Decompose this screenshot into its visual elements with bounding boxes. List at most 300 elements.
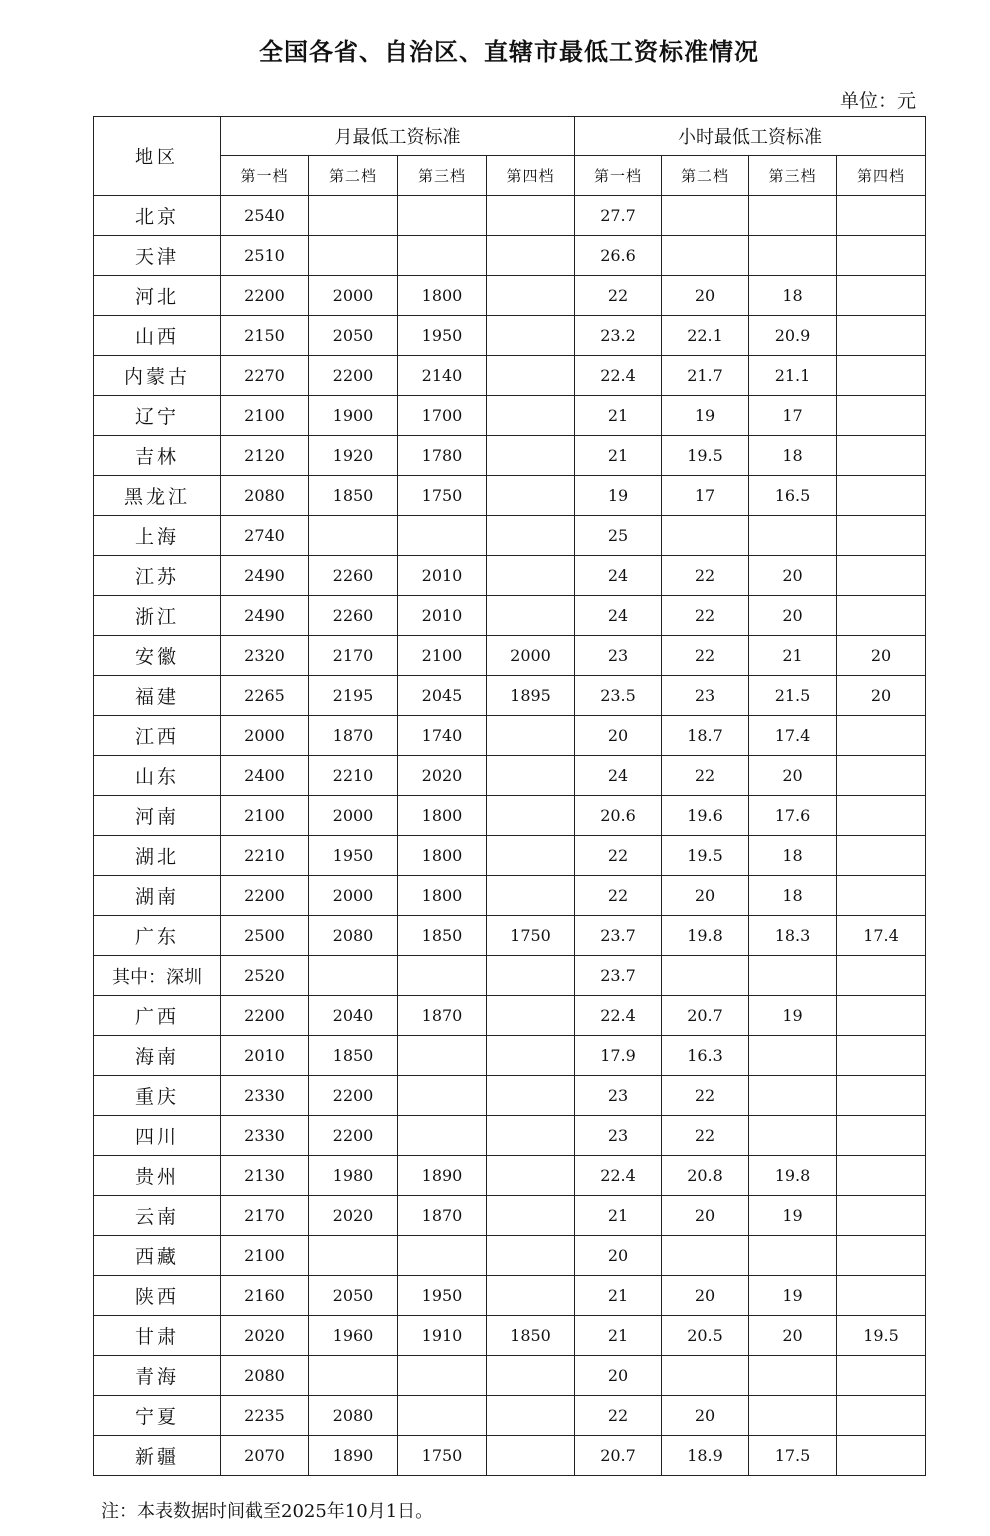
monthly-tier-4-cell: [487, 1276, 575, 1316]
hourly-tier-1-cell: 26.6: [575, 236, 662, 276]
hourly-tier-2-cell: 20: [662, 1276, 749, 1316]
hourly-tier-1-cell: 22.4: [575, 1156, 662, 1196]
monthly-tier-4-cell: [487, 756, 575, 796]
region-cell: 吉林: [94, 436, 221, 476]
hourly-tier-2-cell: 22: [662, 596, 749, 636]
hourly-tier-1-cell: 23.7: [575, 916, 662, 956]
hourly-tier-3-cell: 19: [749, 1276, 837, 1316]
monthly-tier-4-cell: [487, 1236, 575, 1276]
hourly-tier-3-header: 第三档: [749, 156, 837, 196]
monthly-tier-3-cell: 1800: [398, 836, 487, 876]
monthly-tier-4-cell: [487, 276, 575, 316]
monthly-tier-3-cell: 2010: [398, 596, 487, 636]
hourly-tier-1-cell: 23: [575, 1076, 662, 1116]
hourly-tier-2-cell: [662, 236, 749, 276]
region-cell: 宁夏: [94, 1396, 221, 1436]
monthly-tier-1-cell: 2100: [221, 1236, 309, 1276]
hourly-tier-3-cell: 16.5: [749, 476, 837, 516]
hourly-tier-3-cell: [749, 1036, 837, 1076]
region-cell: 甘肃: [94, 1316, 221, 1356]
monthly-tier-1-header: 第一档: [221, 156, 309, 196]
table-row: [94, 596, 926, 636]
table-row: [94, 316, 926, 356]
hourly-tier-1-cell: 22: [575, 836, 662, 876]
monthly-tier-1-cell: 2200: [221, 996, 309, 1036]
minimum-wage-table: [93, 116, 926, 1476]
monthly-tier-4-cell: [487, 396, 575, 436]
monthly-tier-2-cell: 1900: [309, 396, 398, 436]
hourly-tier-1-cell: 20: [575, 1236, 662, 1276]
table-row: [94, 716, 926, 756]
monthly-tier-3-cell: 2100: [398, 636, 487, 676]
hourly-tier-1-cell: 24: [575, 596, 662, 636]
monthly-tier-2-cell: 2080: [309, 1396, 398, 1436]
hourly-tier-3-cell: 18: [749, 836, 837, 876]
table-row: [94, 1116, 926, 1156]
table-row: [94, 996, 926, 1036]
region-column-header: 地区: [94, 117, 221, 196]
hourly-tier-1-cell: 22: [575, 276, 662, 316]
monthly-tier-2-cell: 1950: [309, 836, 398, 876]
hourly-tier-4-cell: [837, 396, 926, 436]
hourly-tier-2-cell: 17: [662, 476, 749, 516]
region-cell: 重庆: [94, 1076, 221, 1116]
hourly-tier-1-header: 第一档: [575, 156, 662, 196]
hourly-tier-3-cell: [749, 1356, 837, 1396]
table-row: [94, 1316, 926, 1356]
monthly-tier-2-cell: 1920: [309, 436, 398, 476]
hourly-tier-4-cell: [837, 236, 926, 276]
hourly-tier-2-cell: 22.1: [662, 316, 749, 356]
monthly-tier-1-cell: 2490: [221, 556, 309, 596]
monthly-tier-4-cell: [487, 876, 575, 916]
table-row: [94, 1436, 926, 1476]
monthly-tier-1-cell: 2540: [221, 196, 309, 236]
monthly-tier-4-cell: [487, 796, 575, 836]
monthly-tier-4-cell: [487, 1396, 575, 1436]
hourly-tier-2-cell: 20: [662, 876, 749, 916]
monthly-tier-3-cell: [398, 1236, 487, 1276]
table-row: [94, 476, 926, 516]
monthly-tier-4-cell: [487, 436, 575, 476]
hourly-tier-4-cell: [837, 276, 926, 316]
region-cell: 其中：深圳: [94, 956, 221, 996]
table-row: [94, 276, 926, 316]
table-row: [94, 396, 926, 436]
monthly-tier-1-cell: 2490: [221, 596, 309, 636]
monthly-tier-3-cell: [398, 956, 487, 996]
region-cell: 湖南: [94, 876, 221, 916]
region-cell: 北京: [94, 196, 221, 236]
monthly-tier-4-cell: [487, 1196, 575, 1236]
monthly-tier-3-cell: 1800: [398, 876, 487, 916]
monthly-tier-4-cell: [487, 1156, 575, 1196]
monthly-tier-1-cell: 2235: [221, 1396, 309, 1436]
region-cell: 上海: [94, 516, 221, 556]
hourly-tier-3-cell: 21.5: [749, 676, 837, 716]
hourly-tier-2-cell: 20.7: [662, 996, 749, 1036]
monthly-tier-4-cell: [487, 716, 575, 756]
monthly-tier-2-cell: 2050: [309, 316, 398, 356]
hourly-tier-3-cell: 17.5: [749, 1436, 837, 1476]
hourly-tier-4-cell: [837, 1236, 926, 1276]
hourly-tier-2-cell: 22: [662, 556, 749, 596]
hourly-tier-2-cell: 18.9: [662, 1436, 749, 1476]
monthly-tier-3-cell: [398, 196, 487, 236]
region-cell: 山西: [94, 316, 221, 356]
monthly-tier-1-cell: 2270: [221, 356, 309, 396]
monthly-tier-4-cell: [487, 1116, 575, 1156]
region-cell: 新疆: [94, 1436, 221, 1476]
monthly-tier-3-cell: 1870: [398, 1196, 487, 1236]
region-cell: 辽宁: [94, 396, 221, 436]
hourly-tier-3-cell: 19: [749, 1196, 837, 1236]
monthly-tier-1-cell: 2510: [221, 236, 309, 276]
table-row: [94, 1156, 926, 1196]
hourly-tier-1-cell: 23: [575, 1116, 662, 1156]
hourly-tier-4-cell: [837, 1276, 926, 1316]
footnote: 注：本表数据时间截至2025年10月1日。: [101, 1501, 434, 1522]
monthly-tier-1-cell: 2400: [221, 756, 309, 796]
hourly-tier-2-cell: 22: [662, 1076, 749, 1116]
table-row: [94, 956, 926, 996]
hourly-tier-1-cell: 22: [575, 876, 662, 916]
hourly-tier-4-cell: [837, 756, 926, 796]
hourly-tier-4-cell: [837, 316, 926, 356]
monthly-tier-2-cell: 2020: [309, 1196, 398, 1236]
hourly-tier-3-cell: [749, 516, 837, 556]
monthly-tier-3-cell: [398, 1116, 487, 1156]
hourly-tier-3-cell: 17.4: [749, 716, 837, 756]
monthly-tier-3-cell: 1910: [398, 1316, 487, 1356]
hourly-tier-3-cell: [749, 1116, 837, 1156]
table-row: [94, 836, 926, 876]
monthly-tier-2-cell: 1870: [309, 716, 398, 756]
table-row: [94, 516, 926, 556]
region-cell: 黑龙江: [94, 476, 221, 516]
table-row: [94, 1396, 926, 1436]
monthly-tier-4-header: 第四档: [487, 156, 575, 196]
monthly-tier-3-cell: 1890: [398, 1156, 487, 1196]
hourly-tier-4-cell: [837, 596, 926, 636]
table-row: [94, 196, 926, 236]
hourly-tier-3-cell: 18: [749, 276, 837, 316]
region-cell: 江西: [94, 716, 221, 756]
table-row: [94, 1356, 926, 1396]
hourly-tier-2-cell: 19.5: [662, 836, 749, 876]
monthly-tier-1-cell: 2265: [221, 676, 309, 716]
hourly-tier-1-cell: 23: [575, 636, 662, 676]
region-cell: 河北: [94, 276, 221, 316]
region-cell: 内蒙古: [94, 356, 221, 396]
monthly-tier-3-cell: [398, 236, 487, 276]
monthly-tier-3-cell: 2140: [398, 356, 487, 396]
hourly-tier-2-cell: 20.8: [662, 1156, 749, 1196]
hourly-tier-2-cell: 22: [662, 1116, 749, 1156]
monthly-tier-3-cell: 1870: [398, 996, 487, 1036]
monthly-tier-4-cell: 1895: [487, 676, 575, 716]
hourly-tier-3-cell: [749, 1236, 837, 1276]
monthly-tier-4-cell: [487, 316, 575, 356]
monthly-tier-2-cell: 2170: [309, 636, 398, 676]
hourly-tier-1-cell: 22.4: [575, 356, 662, 396]
hourly-tier-4-cell: [837, 556, 926, 596]
hourly-tier-3-cell: 19.8: [749, 1156, 837, 1196]
monthly-tier-1-cell: 2020: [221, 1316, 309, 1356]
monthly-tier-4-cell: [487, 1436, 575, 1476]
hourly-tier-4-cell: 19.5: [837, 1316, 926, 1356]
table-row: [94, 236, 926, 276]
monthly-tier-4-cell: [487, 836, 575, 876]
region-cell: 云南: [94, 1196, 221, 1236]
region-cell: 广东: [94, 916, 221, 956]
hourly-tier-4-cell: [837, 476, 926, 516]
hourly-tier-1-cell: 23.2: [575, 316, 662, 356]
monthly-tier-2-cell: 2000: [309, 876, 398, 916]
monthly-tier-2-cell: 2080: [309, 916, 398, 956]
monthly-tier-3-cell: 2020: [398, 756, 487, 796]
hourly-tier-4-cell: 20: [837, 636, 926, 676]
monthly-tier-2-cell: 2200: [309, 1116, 398, 1156]
table-row: [94, 636, 926, 676]
monthly-tier-2-cell: 2000: [309, 276, 398, 316]
hourly-tier-1-cell: 27.7: [575, 196, 662, 236]
hourly-tier-4-cell: [837, 1356, 926, 1396]
hourly-tier-2-cell: 19.5: [662, 436, 749, 476]
region-cell: 湖北: [94, 836, 221, 876]
monthly-tier-2-cell: 2260: [309, 556, 398, 596]
monthly-tier-3-header: 第三档: [398, 156, 487, 196]
monthly-tier-2-cell: 2260: [309, 596, 398, 636]
monthly-tier-1-cell: 2010: [221, 1036, 309, 1076]
hourly-tier-3-cell: 20: [749, 756, 837, 796]
monthly-tier-4-cell: [487, 1036, 575, 1076]
table-row: [94, 556, 926, 596]
hourly-tier-4-cell: [837, 436, 926, 476]
monthly-tier-1-cell: 2080: [221, 1356, 309, 1396]
monthly-tier-1-cell: 2210: [221, 836, 309, 876]
region-cell: 青海: [94, 1356, 221, 1396]
hourly-tier-2-cell: 19.8: [662, 916, 749, 956]
monthly-tier-4-cell: [487, 476, 575, 516]
table-row: [94, 1196, 926, 1236]
hourly-group-header: 小时最低工资标准: [575, 117, 926, 156]
monthly-tier-1-cell: 2100: [221, 396, 309, 436]
hourly-tier-4-cell: [837, 876, 926, 916]
hourly-tier-4-cell: [837, 956, 926, 996]
monthly-tier-2-header: 第二档: [309, 156, 398, 196]
monthly-tier-2-cell: [309, 196, 398, 236]
hourly-tier-1-cell: 24: [575, 556, 662, 596]
region-cell: 天津: [94, 236, 221, 276]
hourly-tier-3-cell: 20: [749, 556, 837, 596]
monthly-tier-2-cell: 1980: [309, 1156, 398, 1196]
hourly-tier-4-cell: [837, 836, 926, 876]
table-row: [94, 436, 926, 476]
monthly-tier-4-cell: [487, 516, 575, 556]
hourly-tier-2-cell: [662, 1356, 749, 1396]
monthly-tier-4-cell: [487, 996, 575, 1036]
hourly-tier-1-cell: 20: [575, 716, 662, 756]
monthly-tier-1-cell: 2520: [221, 956, 309, 996]
hourly-tier-2-cell: [662, 516, 749, 556]
monthly-tier-3-cell: 1850: [398, 916, 487, 956]
monthly-tier-4-cell: [487, 356, 575, 396]
region-cell: 贵州: [94, 1156, 221, 1196]
monthly-tier-2-cell: 2200: [309, 356, 398, 396]
monthly-tier-1-cell: 2320: [221, 636, 309, 676]
monthly-tier-3-cell: [398, 1396, 487, 1436]
region-cell: 陕西: [94, 1276, 221, 1316]
region-cell: 广西: [94, 996, 221, 1036]
monthly-tier-4-cell: [487, 556, 575, 596]
monthly-tier-2-cell: 2050: [309, 1276, 398, 1316]
monthly-tier-1-cell: 2200: [221, 876, 309, 916]
monthly-tier-1-cell: 2740: [221, 516, 309, 556]
table-row: [94, 1076, 926, 1116]
hourly-tier-3-cell: [749, 956, 837, 996]
monthly-tier-2-cell: 2040: [309, 996, 398, 1036]
hourly-tier-4-cell: [837, 1156, 926, 1196]
hourly-tier-1-cell: 25: [575, 516, 662, 556]
hourly-tier-4-cell: [837, 1036, 926, 1076]
monthly-tier-3-cell: 1950: [398, 316, 487, 356]
hourly-tier-3-cell: 18.3: [749, 916, 837, 956]
hourly-tier-2-cell: [662, 956, 749, 996]
hourly-tier-3-cell: [749, 1076, 837, 1116]
hourly-tier-1-cell: 23.7: [575, 956, 662, 996]
hourly-tier-3-cell: 18: [749, 876, 837, 916]
monthly-tier-4-cell: 2000: [487, 636, 575, 676]
hourly-tier-4-cell: [837, 356, 926, 396]
monthly-tier-1-cell: 2000: [221, 716, 309, 756]
monthly-tier-3-cell: [398, 1356, 487, 1396]
hourly-tier-1-cell: 21: [575, 1196, 662, 1236]
monthly-tier-1-cell: 2170: [221, 1196, 309, 1236]
monthly-tier-2-cell: 2195: [309, 676, 398, 716]
table-row: [94, 1236, 926, 1276]
region-cell: 西藏: [94, 1236, 221, 1276]
monthly-tier-1-cell: 2070: [221, 1436, 309, 1476]
region-cell: 四川: [94, 1116, 221, 1156]
monthly-tier-4-cell: 1750: [487, 916, 575, 956]
monthly-tier-2-cell: [309, 956, 398, 996]
hourly-tier-1-cell: 22.4: [575, 996, 662, 1036]
monthly-tier-3-cell: 1950: [398, 1276, 487, 1316]
table-body: [94, 196, 926, 1476]
table-row: [94, 876, 926, 916]
monthly-tier-2-cell: 2000: [309, 796, 398, 836]
hourly-tier-3-cell: 20: [749, 1316, 837, 1356]
hourly-tier-1-cell: 21: [575, 1316, 662, 1356]
hourly-tier-3-cell: 19: [749, 996, 837, 1036]
monthly-tier-3-cell: [398, 516, 487, 556]
hourly-tier-4-cell: [837, 796, 926, 836]
monthly-tier-1-cell: 2120: [221, 436, 309, 476]
hourly-tier-4-cell: [837, 996, 926, 1036]
hourly-tier-4-header: 第四档: [837, 156, 926, 196]
hourly-tier-3-cell: 18: [749, 436, 837, 476]
region-cell: 海南: [94, 1036, 221, 1076]
hourly-tier-1-cell: 20: [575, 1356, 662, 1396]
hourly-tier-2-cell: 19.6: [662, 796, 749, 836]
hourly-tier-2-header: 第二档: [662, 156, 749, 196]
monthly-tier-3-cell: 1750: [398, 1436, 487, 1476]
hourly-tier-2-cell: [662, 196, 749, 236]
monthly-tier-2-cell: 1850: [309, 476, 398, 516]
region-cell: 浙江: [94, 596, 221, 636]
hourly-tier-2-cell: 19: [662, 396, 749, 436]
monthly-tier-1-cell: 2130: [221, 1156, 309, 1196]
hourly-tier-3-cell: 21.1: [749, 356, 837, 396]
monthly-tier-2-cell: 2210: [309, 756, 398, 796]
region-cell: 安徽: [94, 636, 221, 676]
monthly-tier-2-cell: 1890: [309, 1436, 398, 1476]
hourly-tier-2-cell: 23: [662, 676, 749, 716]
monthly-tier-1-cell: 2150: [221, 316, 309, 356]
hourly-tier-4-cell: [837, 716, 926, 756]
monthly-tier-4-cell: [487, 596, 575, 636]
hourly-tier-3-cell: 20.9: [749, 316, 837, 356]
region-cell: 山东: [94, 756, 221, 796]
table-row: [94, 756, 926, 796]
monthly-tier-4-cell: [487, 1076, 575, 1116]
monthly-tier-4-cell: [487, 196, 575, 236]
hourly-tier-4-cell: [837, 1396, 926, 1436]
monthly-tier-2-cell: 1960: [309, 1316, 398, 1356]
monthly-tier-1-cell: 2200: [221, 276, 309, 316]
hourly-tier-3-cell: 20: [749, 596, 837, 636]
monthly-tier-3-cell: 2045: [398, 676, 487, 716]
hourly-tier-2-cell: 20: [662, 1196, 749, 1236]
hourly-tier-1-cell: 19: [575, 476, 662, 516]
hourly-tier-2-cell: 20: [662, 276, 749, 316]
hourly-tier-1-cell: 21: [575, 436, 662, 476]
page-title: 全国各省、自治区、直辖市最低工资标准情况: [259, 38, 759, 66]
monthly-tier-3-cell: 1780: [398, 436, 487, 476]
table-row: [94, 1276, 926, 1316]
region-cell: 河南: [94, 796, 221, 836]
table-row: [94, 916, 926, 956]
hourly-tier-4-cell: [837, 516, 926, 556]
monthly-tier-2-cell: 1850: [309, 1036, 398, 1076]
hourly-tier-1-cell: 20.7: [575, 1436, 662, 1476]
monthly-tier-4-cell: [487, 956, 575, 996]
hourly-tier-3-cell: 21: [749, 636, 837, 676]
hourly-tier-3-cell: [749, 236, 837, 276]
monthly-group-header: 月最低工资标准: [221, 117, 575, 156]
hourly-tier-4-cell: [837, 1196, 926, 1236]
hourly-tier-1-cell: 21: [575, 396, 662, 436]
monthly-tier-4-cell: 1850: [487, 1316, 575, 1356]
monthly-tier-1-cell: 2330: [221, 1076, 309, 1116]
hourly-tier-3-cell: 17.6: [749, 796, 837, 836]
monthly-tier-2-cell: [309, 1356, 398, 1396]
monthly-tier-4-cell: [487, 236, 575, 276]
monthly-tier-3-cell: 1800: [398, 276, 487, 316]
table-row: [94, 676, 926, 716]
hourly-tier-2-cell: 20: [662, 1396, 749, 1436]
hourly-tier-3-cell: [749, 1396, 837, 1436]
monthly-tier-2-cell: [309, 1236, 398, 1276]
hourly-tier-2-cell: [662, 1236, 749, 1276]
region-cell: 江苏: [94, 556, 221, 596]
hourly-tier-2-cell: 21.7: [662, 356, 749, 396]
monthly-tier-1-cell: 2100: [221, 796, 309, 836]
monthly-tier-3-cell: 1740: [398, 716, 487, 756]
hourly-tier-1-cell: 21: [575, 1276, 662, 1316]
monthly-tier-1-cell: 2330: [221, 1116, 309, 1156]
